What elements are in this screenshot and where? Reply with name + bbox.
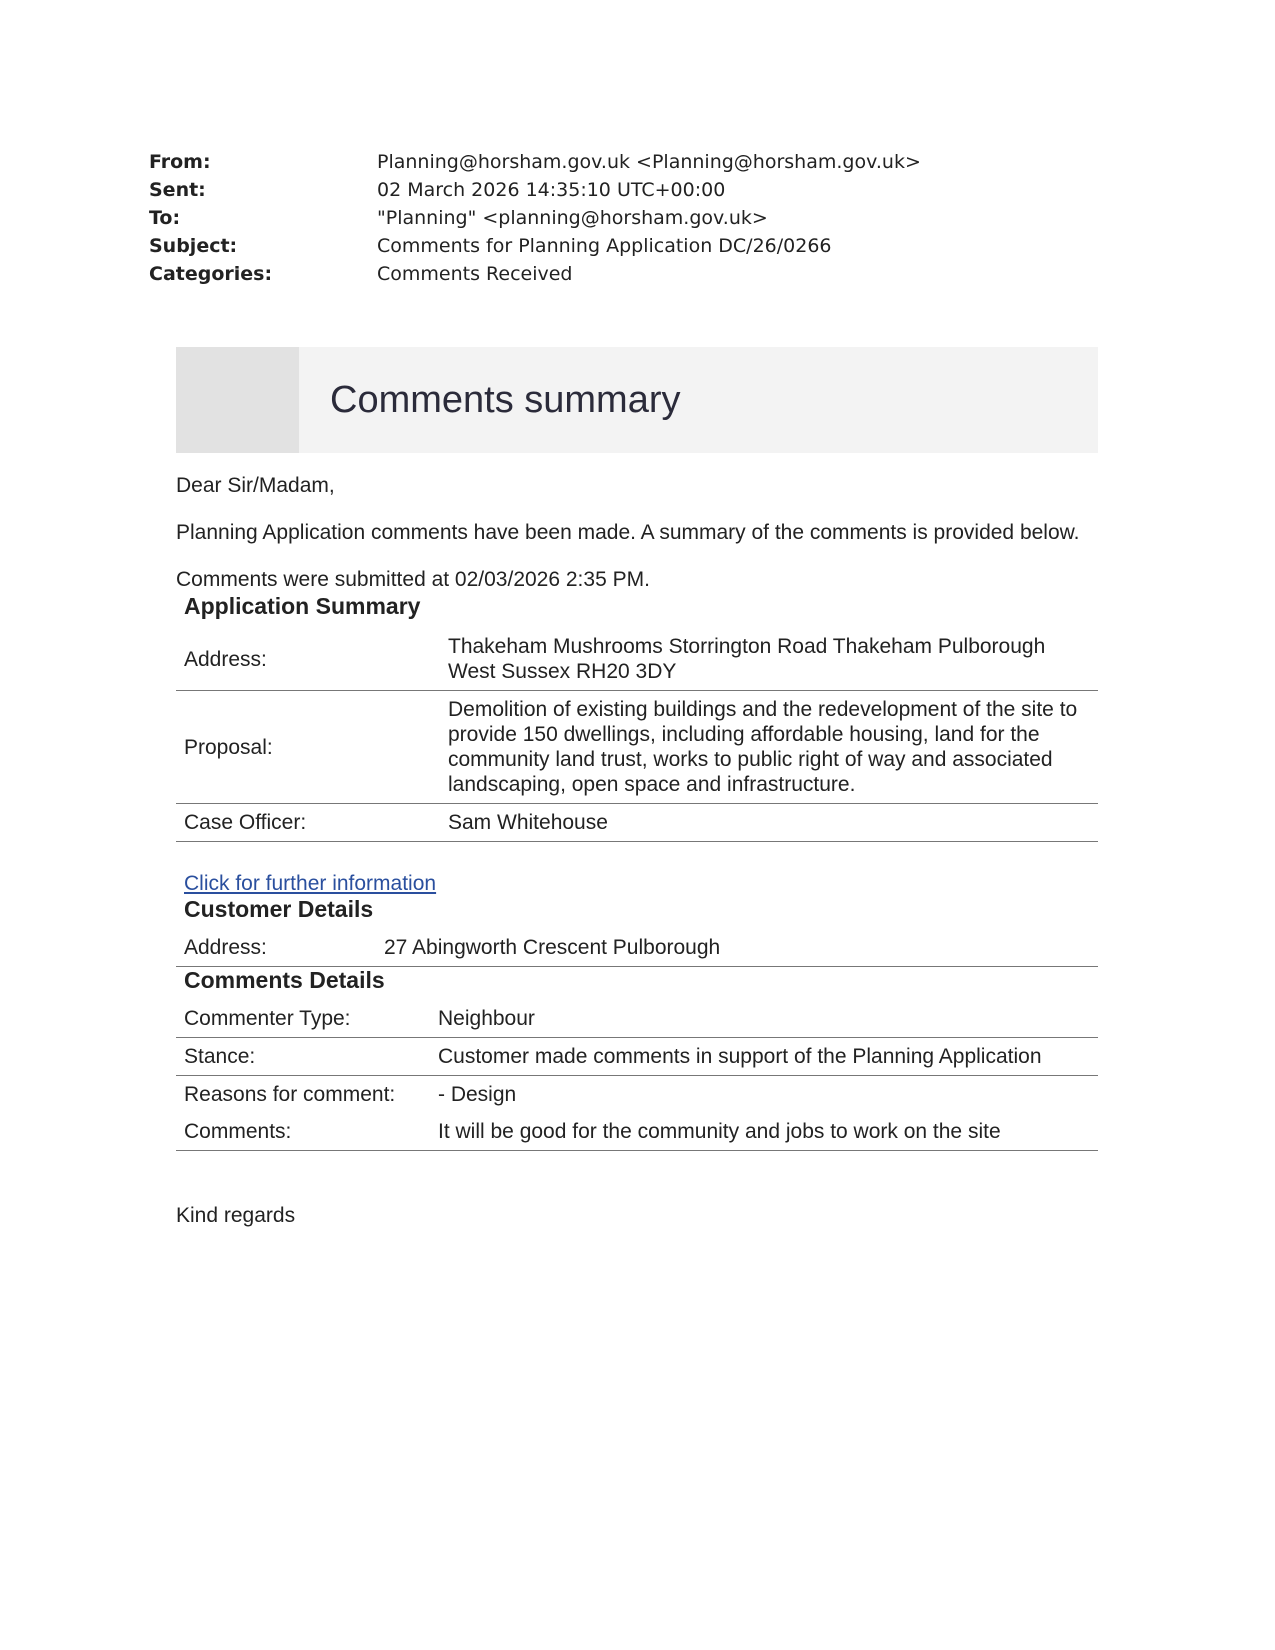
- application-summary-table: [176, 628, 1098, 842]
- row-label: Case Officer:: [176, 804, 440, 842]
- recipient-address: "Planning" <planning@horsham.gov.uk>: [377, 207, 768, 229]
- row-label: Reasons for comment:: [184, 1083, 396, 1106]
- table-row: [176, 1076, 1098, 1114]
- submitted-time-text: Comments were submitted at 02/03/2026 2:35 PM.: [176, 568, 650, 591]
- reasons-for-comment: - Design: [438, 1083, 517, 1106]
- header-label: From:: [149, 151, 211, 173]
- commenter-type: Neighbour: [430, 1000, 1098, 1038]
- comments-details-table: [176, 1000, 1098, 1151]
- customer-details-heading: Customer Details: [184, 896, 374, 922]
- header-categories-row: [149, 260, 1049, 288]
- header-label: Subject:: [149, 235, 238, 257]
- customer-details-table: [176, 929, 1098, 967]
- email-categories: Comments Received: [377, 263, 573, 285]
- comments-summary-banner: [176, 347, 1098, 453]
- table-row: [176, 1000, 1098, 1038]
- row-label: Stance:: [176, 1038, 430, 1076]
- email-header: [149, 148, 1049, 288]
- table-row: [176, 691, 1098, 804]
- header-to-row: [149, 204, 1049, 232]
- banner-logo-placeholder: [176, 347, 299, 453]
- row-label: Comments:: [176, 1113, 430, 1151]
- header-subject-row: [149, 232, 1049, 260]
- proposal-text: Demolition of existing buildings and the redevelopment of the site to provide 150 dwellings, including affordable housing, land for the community land trust, works to public right of way and associated landscaping, open space and infrastructure.: [440, 691, 1098, 804]
- table-row: [176, 1113, 1098, 1151]
- row-label: Address:: [176, 929, 376, 967]
- header-from-row: [149, 148, 1049, 176]
- header-label: To:: [149, 207, 181, 229]
- case-officer-name: Sam Whitehouse: [440, 804, 1098, 842]
- further-info-link[interactable]: Click for further information: [184, 872, 437, 895]
- header-label: Categories:: [149, 263, 273, 285]
- stance: Customer made comments in support of the Planning Application: [430, 1038, 1098, 1076]
- customer-address: 27 Abingworth Crescent Pulborough: [376, 929, 1098, 967]
- table-row: [176, 1038, 1098, 1076]
- comments-details-heading: Comments Details: [184, 967, 385, 993]
- sent-timestamp: 02 March 2026 14:35:10 UTC+00:00: [377, 179, 726, 201]
- sender-address: Planning@horsham.gov.uk <Planning@horsham.gov.uk>: [377, 151, 921, 173]
- closing-text: Kind regards: [176, 1204, 296, 1227]
- header-label: Sent:: [149, 179, 206, 201]
- header-sent-row: [149, 176, 1049, 204]
- comment-text: It will be good for the community and jobs to work on the site: [430, 1113, 1098, 1151]
- table-row: [176, 628, 1098, 691]
- table-row: [176, 804, 1098, 842]
- application-summary-heading: Application Summary: [184, 593, 421, 619]
- intro-text: Planning Application comments have been made. A summary of the comments is provided below.: [176, 521, 1080, 544]
- table-row: [176, 929, 1098, 967]
- email-subject: Comments for Planning Application DC/26/0266: [377, 235, 832, 257]
- greeting: Dear Sir/Madam,: [176, 474, 335, 497]
- banner-title: Comments summary: [330, 379, 681, 421]
- row-label: Address:: [176, 628, 440, 691]
- site-address: Thakeham Mushrooms Storrington Road Thakeham Pulborough West Sussex RH20 3DY: [440, 628, 1098, 691]
- email-body: [176, 347, 1098, 1229]
- row-label: Commenter Type:: [176, 1000, 430, 1038]
- further-info-container: [176, 872, 1098, 896]
- row-label: Proposal:: [176, 691, 440, 804]
